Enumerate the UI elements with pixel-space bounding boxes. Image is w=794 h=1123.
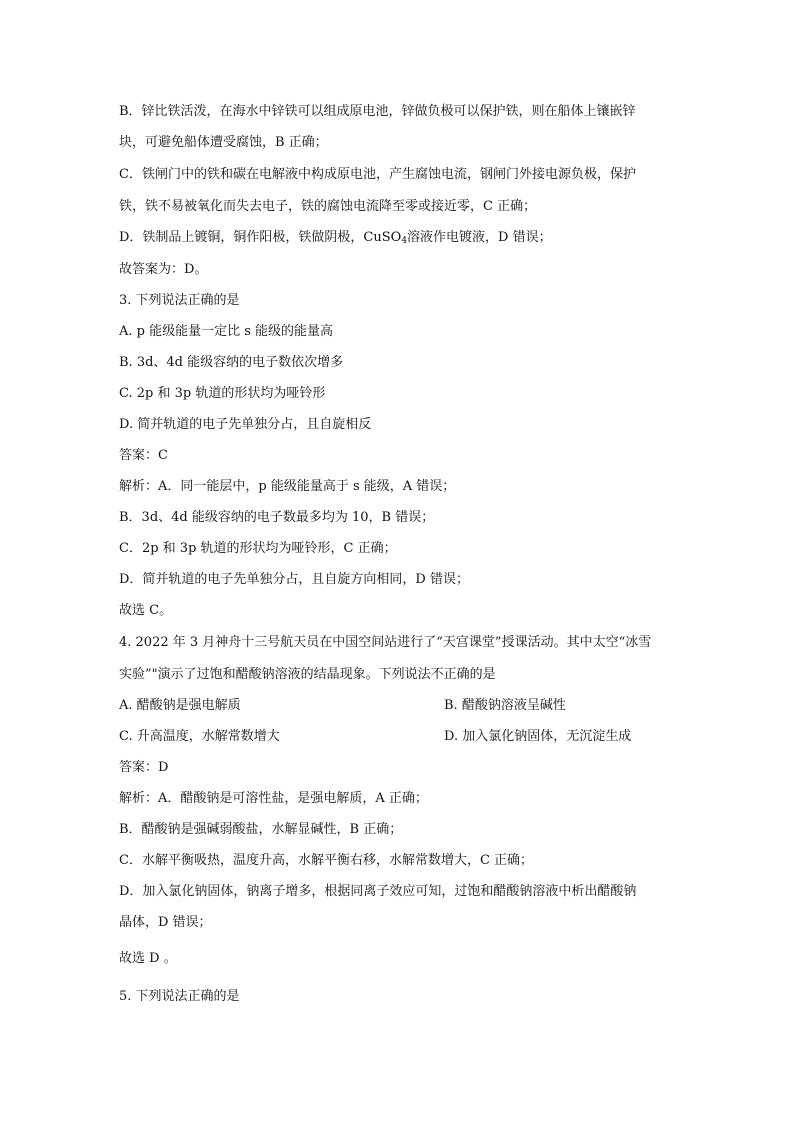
prev-final-answer: 故答案为：D。 <box>119 262 208 277</box>
prev-explanation-c-line1: C．铁闸门中的铁和碳在电解液中构成原电池，产生腐蚀电流，钢闸门外接电源负极，保护 <box>119 167 636 182</box>
q4-final: 故选 D 。 <box>119 951 177 966</box>
q3-option-d: D. 简并轨道的电子先单独分占，且自旋相反 <box>119 417 372 432</box>
q4-explanation-b: B．醋酸钠是强碱弱酸盐，水解显碱性，B 正确； <box>119 822 403 837</box>
q4-option-b: B. 醋酸钠溶液呈碱性 <box>444 698 566 713</box>
q4-option-c: C. 升高温度，水解常数增大 <box>119 729 280 744</box>
prev-explanation-b-line2: 块，可避免船体遭受腐蚀，B 正确； <box>119 135 328 150</box>
q4-explanation-d-line2: 晶体，D 错误； <box>119 915 212 930</box>
q3-answer: 答案：C <box>119 448 168 463</box>
q4-answer: 答案：D <box>119 760 169 775</box>
q3-option-a: A. p 能级能量一定比 s 能级的能量高 <box>119 324 334 339</box>
q3-stem: 3. 下列说法正确的是 <box>119 293 240 308</box>
q3-explanation-d: D．简并轨道的电子先单独分占，且自旋方向相同，D 错误； <box>119 572 469 587</box>
q3-option-b: B. 3d、4d 能级容纳的电子数依次增多 <box>119 355 344 370</box>
q4-stem-line2: 实验”"演示了过饱和醋酸钠溶液的结晶现象。下列说法不正确的是 <box>119 667 496 682</box>
prev-explanation-b-line1: B．锌比铁活泼，在海水中锌铁可以组成原电池，锌做负极可以保护铁，则在船体上镶嵌锌 <box>119 104 636 119</box>
q4-option-d: D. 加入氯化钠固体，无沉淀生成 <box>444 729 632 744</box>
q4-explanation-c: C．水解平衡吸热，温度升高，水解平衡右移，水解常数增大，C 正确； <box>119 853 534 868</box>
prev-explanation-d: D．铁制品上镀铜，铜作阳极，铁做阴极，CuSO$_4$溶液作电镀液，D 错误； <box>119 230 552 246</box>
q3-explanation-a: 解析：A．同一能层中，p 能级能量高于 s 能级，A 错误； <box>119 479 456 494</box>
q3-explanation-b: B．3d、4d 能级容纳的电子数最多均为 10，B 错误； <box>119 510 435 525</box>
q4-explanation-a: 解析：A．醋酸钠是可溶性盐，是强电解质，A 正确； <box>119 791 428 806</box>
q3-option-c: C. 2p 和 3p 轨道的形状均为哑铃形 <box>119 386 326 401</box>
prev-explanation-c-line2: 铁，铁不易被氧化而失去电子，铁的腐蚀电流降至零或接近零，C 正确； <box>119 199 537 214</box>
q4-stem-line1: 4. 2022 年 3 月神舟十三号航天员在中国空间站进行了“天宫课堂”授课活动。其中太空“冰雪 <box>119 635 652 650</box>
q4-option-a: A. 醋酸钠是强电解质 <box>119 698 241 713</box>
q3-explanation-c: C．2p 和 3p 轨道的形状均为哑铃形，C 正确； <box>119 541 397 556</box>
q5-stem: 5. 下列说法正确的是 <box>119 989 240 1004</box>
q3-final: 故选 C。 <box>119 603 173 618</box>
q4-explanation-d-line1: D．加入氯化钠固体，钠离子增多，根据同离子效应可知，过饱和醋酸钠溶液中析出醋酸钠 <box>119 884 637 899</box>
